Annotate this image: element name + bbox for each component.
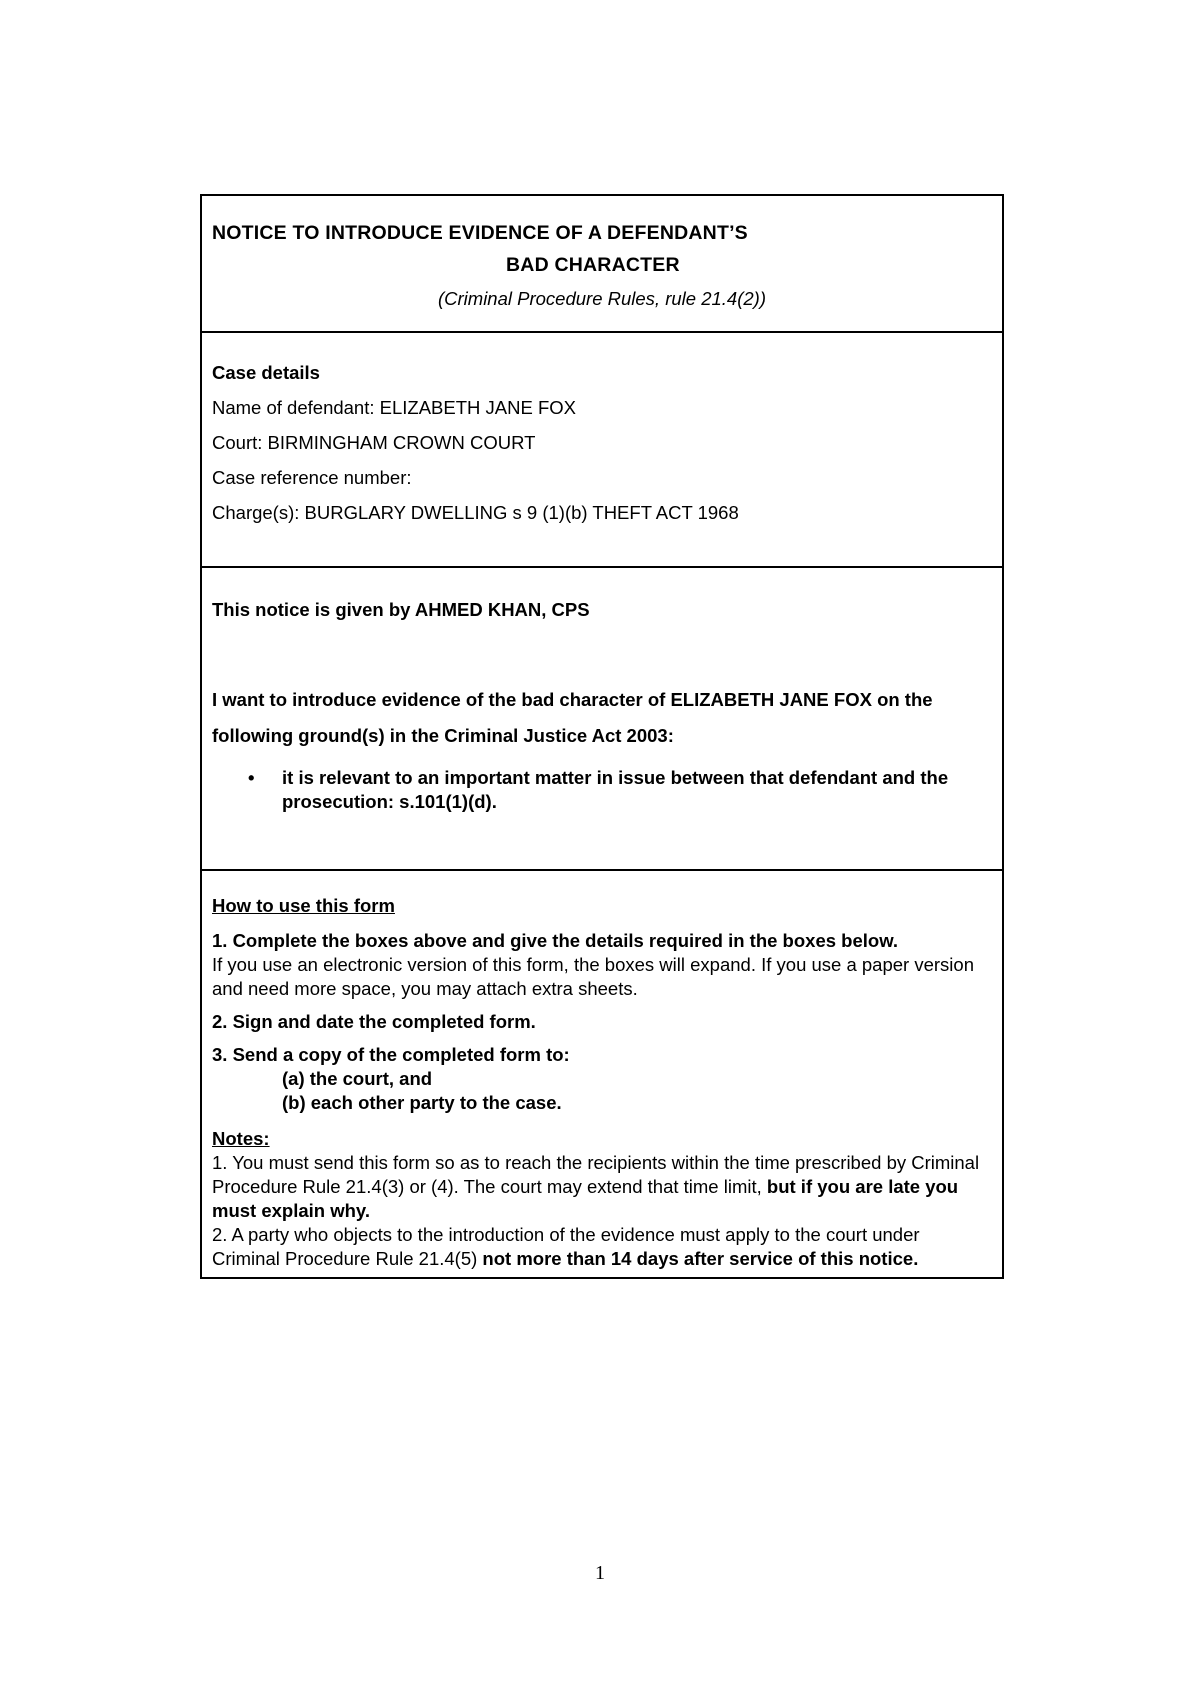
step3-recipient-court: (a) the court, and [282, 1068, 433, 1089]
bullet-icon: • [248, 767, 255, 788]
defendant-name: Name of defendant: ELIZABETH JANE FOX [212, 397, 576, 418]
note-1-emphasis: but if you are late you must explain why. [212, 1176, 959, 1221]
notice-given-by: This notice is given by AHMED KHAN, CPS [212, 599, 590, 620]
note-1-text: 1. You must send this form so as to reach the recipients within the time prescribed by Criminal Procedure Rule 21.4(3) or (4). The court may extend that time limit, [212, 1152, 980, 1197]
page-number: 1 [595, 1562, 605, 1584]
court-name: Court: BIRMINGHAM CROWN COURT [212, 432, 536, 453]
intent-statement: I want to introduce evidence of the bad character of ELIZABETH JANE FOX on the following ground(s) in the Criminal Justice Act 2003: [212, 689, 933, 746]
form-subtitle: (Criminal Procedure Rules, rule 21.4(2)) [438, 288, 766, 309]
notice-form [200, 194, 1004, 1279]
step2-instruction: 2. Sign and date the completed form. [212, 1011, 536, 1032]
note-2-text: 2. A party who objects to the introduction of the evidence must apply to the court under Criminal Procedure Rule 21.4(5) [212, 1224, 920, 1269]
how-to-section [202, 871, 1002, 1277]
note-2 [212, 1223, 992, 1271]
case-details-section [202, 333, 1002, 568]
step3-instruction: 3. Send a copy of the completed form to: [212, 1044, 570, 1065]
how-to-heading: How to use this form [212, 895, 395, 916]
charges: Charge(s): BURGLARY DWELLING s 9 (1)(b) THEFT ACT 1968 [212, 502, 739, 523]
step1-instruction: 1. Complete the boxes above and give the details required in the boxes below. [212, 930, 899, 951]
form-title-section [202, 196, 1002, 333]
case-reference: Case reference number: [212, 467, 412, 488]
ground-text: it is relevant to an important matter in issue between that defendant and the prosecution: s.101(1)(d). [282, 767, 949, 812]
notes-heading: Notes: [212, 1128, 270, 1149]
notice-section [202, 568, 1002, 871]
form-title-line1: NOTICE TO INTRODUCE EVIDENCE OF A DEFENDANT’S [212, 222, 748, 244]
ground-list-item [212, 766, 992, 814]
form-title-line2: BAD CHARACTER [506, 254, 680, 276]
case-details-heading: Case details [212, 362, 320, 383]
step3-recipient-party: (b) each other party to the case. [282, 1092, 562, 1113]
step1-detail: If you use an electronic version of this form, the boxes will expand. If you use a paper version and need more space, you may attach extra sheets. [212, 954, 974, 999]
note-1 [212, 1151, 992, 1223]
note-2-emphasis: not more than 14 days after service of this notice. [482, 1248, 919, 1269]
